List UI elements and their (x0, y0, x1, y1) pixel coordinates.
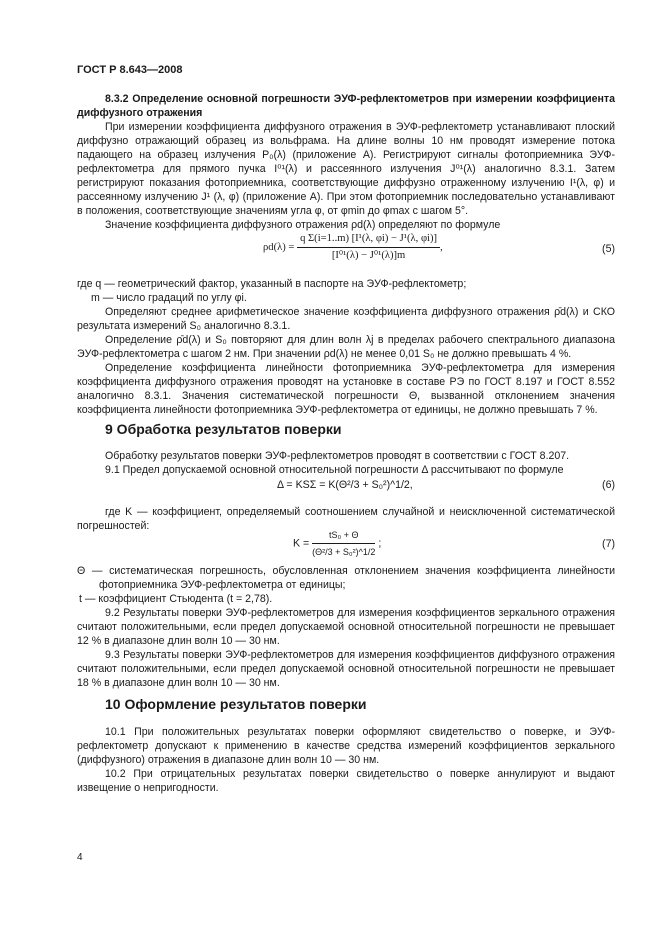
definition-q: где q — геометрический фактор, указанный в паспорте на ЭУФ-рефлектометр; (77, 278, 467, 290)
section-10-heading: 10 Оформление результатов поверки (105, 696, 367, 712)
paragraph: Определение ρ̄d(λ) и S₀ повторяют для длин волн λj в пределах рабочего спектрального диапазона ЭУФ-рефлектометра с шагом 2 нм. При значении ρd(λ) не менее 0,01 S₀ не должно превышать 4 %. (77, 334, 615, 360)
formula-lhs: ρd(λ) = (263, 241, 295, 253)
paragraph: Определение коэффициента линейности фотоприемника ЭУФ-рефлектометра для измерения коэффициента диффузного отражения проводят на установке в составе РЭ по ГОСТ 8.197 и ГОСТ 8.552 аналогично 8.3.1. Значения систематической погрешности Θ, вызванной отклонением значения коэффициента линейности фотоприемника ЭУФ-рефлектометра от единицы, не должно превышать 7 %. (77, 362, 615, 416)
paragraph-9-2: 9.2 Результаты поверки ЭУФ-рефлектометров для измерения коэффициентов зеркального отражения считают положительными, если предел допускаемой основной относительной погрешности не превышает 12 % в диапазоне длин волн 10 — 30 нм. (77, 607, 615, 647)
formula-numerator: tS₀ + Θ (312, 528, 375, 544)
formula-denominator: [I⁰¹(λ) − J⁰¹(λ)]m (331, 250, 406, 261)
paragraph: где K — коэффициент, определяемый соотношением случайной и неисключенной систематической погрешностей: (77, 506, 615, 532)
paragraph: При измерении коэффициента диффузного отражения в ЭУФ-рефлектометр устанавливают плоский диффузно отражающий образец из вольфрама. На длине волны 10 нм проводят измерение потока падающего на образец излучения P₀(λ) (приложение А). Регистрируют сигналы фотоприемника ЭУФ-рефлектометра для прямого пучка I⁰¹(λ) и рассеянного излучения J⁰¹(λ) аналогично 8.3.1. Затем регистрируют показания фотоприемника, соответствующие диффузно отраженному излучению I¹(λ, φ) и рассеянному излучению J¹ (λ, φ) (приложение А). При этом фотоприемник последовательно устанавливают в положения, соответствующие значениям угла φ, от φmin до φmax с шагом 5°. (77, 121, 615, 217)
formula-number: (5) (602, 243, 615, 255)
definition-t: t — коэффициент Стьюдента (t = 2,78). (79, 593, 273, 605)
document-header: ГОСТ Р 8.643—2008 (77, 64, 183, 76)
formula-numerator: q Σ(i=1..m) [I¹(λ, φi) − J¹(λ, φi)] (297, 232, 440, 248)
definition-theta: Θ — систематическая погрешность, обусловленная отклонением значения коэффициента линейности фотоприемника ЭУФ-рефлектометра от единицы; (77, 565, 615, 591)
section-9-definitions (77, 564, 615, 690)
formula-number: (6) (602, 479, 615, 491)
page-number: 4 (77, 852, 83, 863)
paragraph-9-3: 9.3 Результаты поверки ЭУФ-рефлектометров для измерения коэффициентов диффузного отражения считают положительными, если предел допускаемой основной относительной погрешности не превышает 18 % в диапазоне длин волн 10 — 30 нм. (77, 649, 615, 689)
formula-denominator: (Θ²/3 + S₀²)^1/2 (312, 547, 376, 557)
paragraph-10-2: 10.2 При отрицательных результатах поверки свидетельство о поверке аннулируют и выдают извещение о непригодности. (77, 768, 615, 794)
formula-fraction (297, 232, 440, 263)
section-9-body (77, 449, 615, 477)
formula-text: Δ = KSΣ = K(Θ²/3 + S₀²)^1/2, (277, 479, 413, 491)
formula-number: (7) (602, 538, 615, 550)
section-8-3-2-body (77, 120, 615, 232)
section-8-3-2-continued (77, 277, 615, 417)
section-8-3-2-heading: 8.3.2 Определение основной погрешности ЭУФ-рефлектометров при измерении коэффициента диффузного отражения (77, 93, 615, 119)
section-10-body (77, 725, 615, 795)
formula-lhs: K = (293, 537, 310, 550)
paragraph: Значение коэффициента диффузного отражения ρd(λ) определяют по формуле (105, 219, 501, 231)
definition-m: m — число градаций по углу φi. (91, 292, 247, 304)
section-9-heading: 9 Обработка результатов поверки (105, 421, 342, 437)
formula-fraction (312, 528, 375, 559)
paragraph-9-1: 9.1 Предел допускаемой основной относительной погрешности Δ рассчитывают по формуле (105, 464, 564, 476)
paragraph: Обработку результатов поверки ЭУФ-рефлектометров проводят в соответствии с ГОСТ 8.207. (105, 450, 570, 462)
paragraph: Определяют среднее арифметическое значение коэффициента диффузного отражения ρ̄d(λ) и СКО результата измерений S₀ аналогично 8.3.1. (77, 306, 615, 332)
paragraph-10-1: 10.1 При положительных результатах поверки оформляют свидетельство о поверке, и ЭУФ-рефлектометр допускают к применению в качестве средства измерений коэффициентов зеркального (диффузного) отражения в диапазоне длин волн 10 — 30 нм. (77, 726, 615, 766)
formula-tail: ; (378, 537, 382, 550)
